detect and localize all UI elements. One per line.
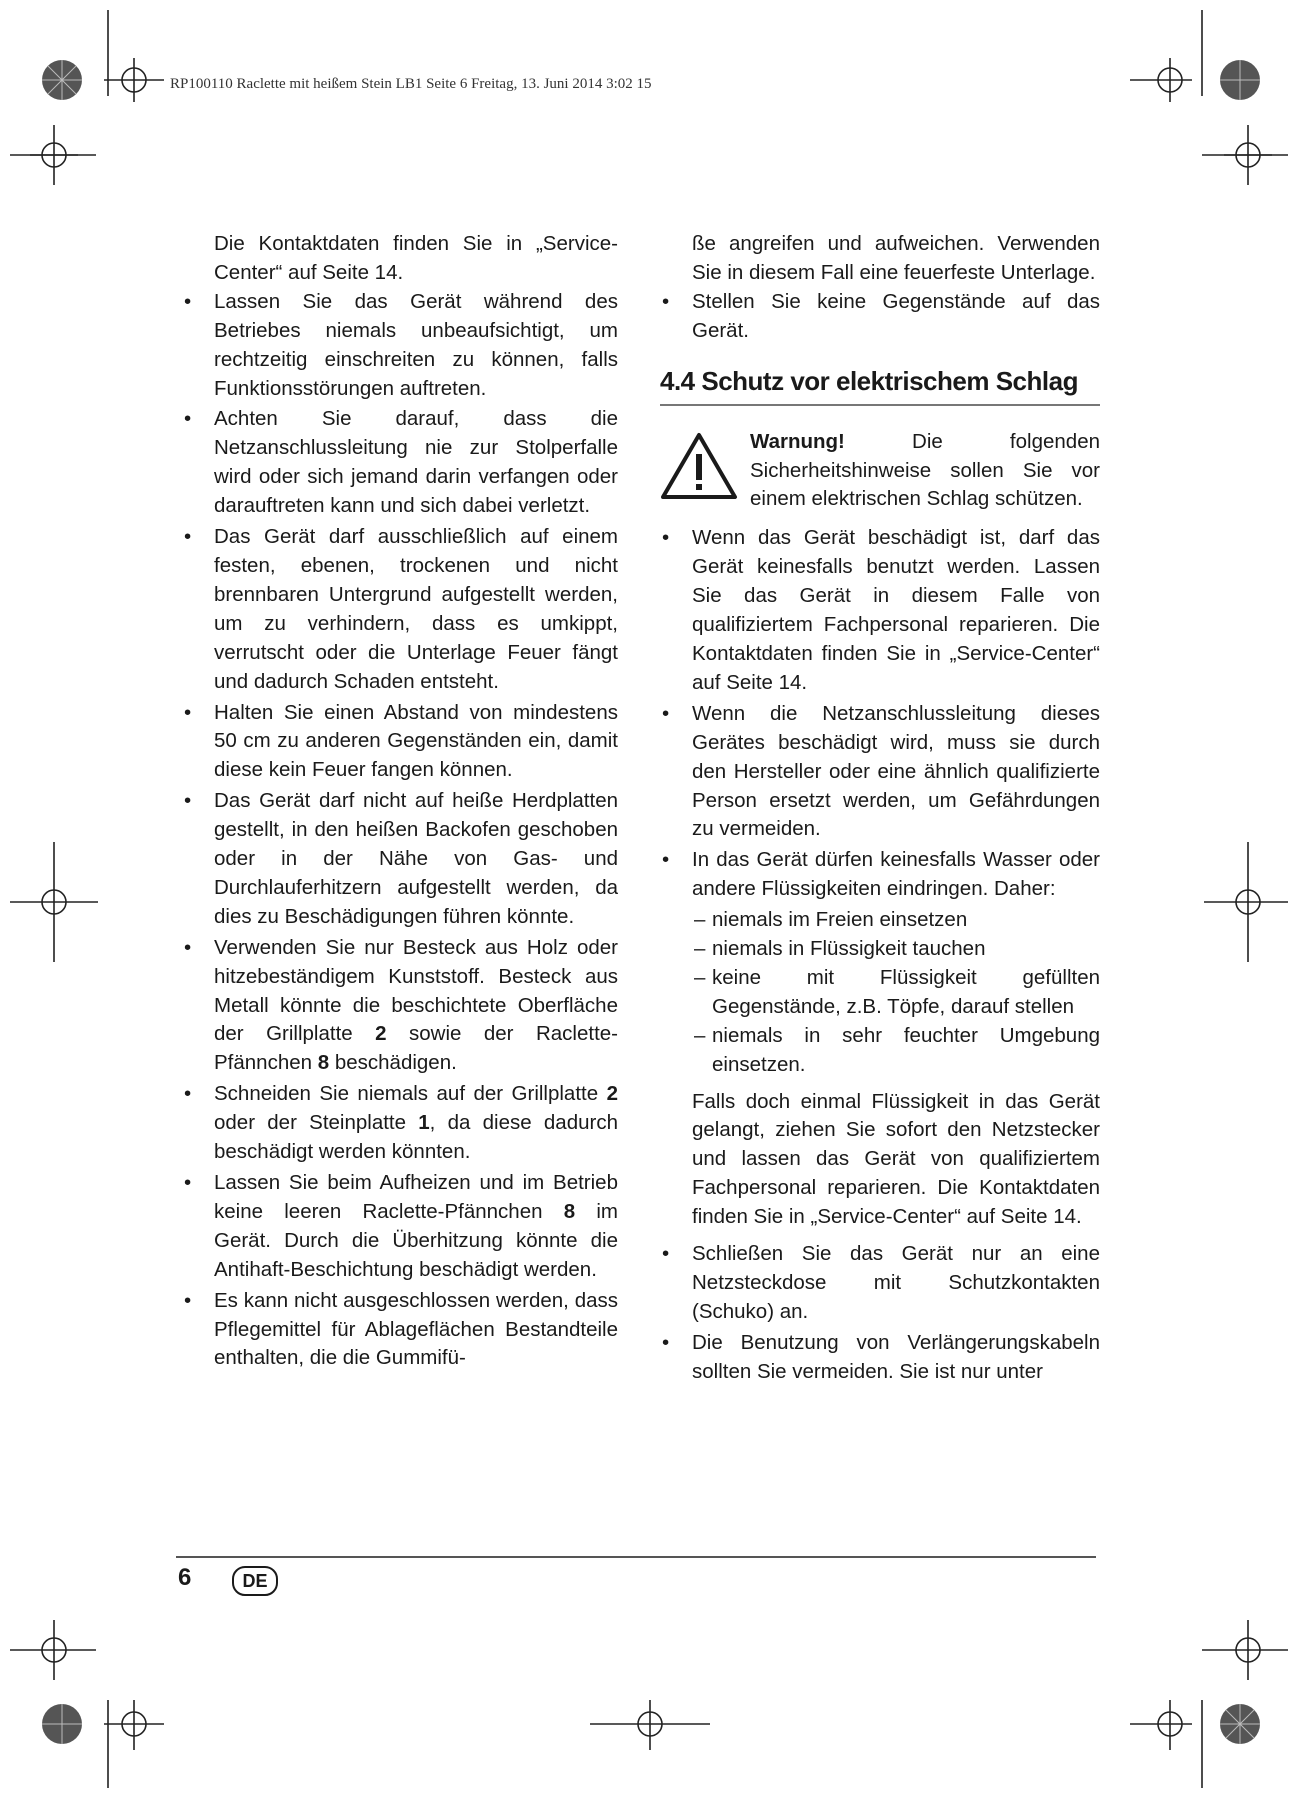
warning-label: Warnung! <box>750 429 845 453</box>
list-item: • Schneiden Sie niemals auf der Grillplatte 2 oder der Steinplatte 1, da diese dadurch beschädigt werden könnten. <box>182 1080 618 1167</box>
warning-block <box>660 428 1100 515</box>
list-item: • Wenn die Netzanschlussleitung dieses Gerätes beschädigt wird, muss sie durch den Hersteller oder eine ähnlich qualifizierte Person ersetzt werden, um Gefährdungen zu vermeiden. <box>660 700 1100 845</box>
left-column <box>182 230 618 1375</box>
list-item: • Achten Sie darauf, dass die Netzanschlussleitung nie zur Stolperfalle wird oder sich jemand darin verfangen oder darauftreten kann und sich dabei verletzt. <box>182 405 618 521</box>
language-badge: DE <box>232 1566 278 1596</box>
print-slug: RP100110 Raclette mit heißem Stein LB1 Seite 6 Freitag, 13. Juni 2014 3:02 15 <box>170 76 652 92</box>
dash-item: – keine mit Flüssigkeit gefüllten Gegenstände, z.B. Töpfe, darauf stellen <box>660 964 1100 1022</box>
part-number: 8 <box>317 1051 330 1075</box>
list-item: • Schließen Sie das Gerät nur an eine Netzsteckdose mit Schutzkontakten (Schuko) an. <box>660 1240 1100 1327</box>
continued-text: ße angreifen und aufweichen. Verwenden Sie in diesem Fall eine feuerfeste Unterlage. <box>692 232 1100 284</box>
list-item: • Das Gerät darf nicht auf heiße Herdplatten gestellt, in den heißen Backofen geschoben oder in der Nähe von Gas- und Durchlauferhitzern aufgestellt werden, da dies zu Beschädigungen führen könnte. <box>182 787 618 932</box>
dash-item: – niemals im Freien einsetzen <box>660 906 1100 935</box>
list-item: • In das Gerät dürfen keinesfalls Wasser oder andere Flüssigkeiten eindringen. Daher: <box>660 846 1100 904</box>
list-item: • Lassen Sie das Gerät während des Betriebes niemals unbeaufsichtigt, um rechtzeitig einschreiten zu können, falls Funktionsstörungen auftreten. <box>182 288 618 404</box>
list-item: • Verwenden Sie nur Besteck aus Holz oder hitzebeständigem Kunststoff. Besteck aus Metall könnte die beschichtete Oberfläche der Grillplatte 2 sowie der Raclette-Pfännchen 8 beschädigen. <box>182 934 618 1079</box>
list-item: • Es kann nicht ausgeschlossen werden, dass Pflegemittel für Ablageflächen Bestandteile enthalten, die die Gummifü- <box>182 1287 618 1374</box>
list-item: • Lassen Sie beim Aufheizen und im Betrieb keine leeren Raclette-Pfännchen 8 im Gerät. Durch die Überhitzung könnte die Antihaft-Beschichtung beschädigt werden. <box>182 1169 618 1285</box>
dash-item: – niemals in Flüssigkeit tauchen <box>660 935 1100 964</box>
dash-item: – niemals in sehr feuchter Umgebung einsetzen. <box>660 1022 1100 1080</box>
follow-up-text: Falls doch einmal Flüssigkeit in das Gerät gelangt, ziehen Sie sofort den Netzstecker und lassen das Gerät von qualifiziertem Fachpersonal reparieren. Die Kontaktdaten finden Sie in „Service-Center“ auf Seite 14. <box>692 1089 1100 1229</box>
right-column <box>660 230 1100 1389</box>
list-item: • Die Benutzung von Verlängerungskabeln sollten Sie vermeiden. Sie ist nur unter <box>660 1329 1100 1387</box>
warning-text: Die folgenden Sicherheitshinweise sollen Sie vor einem elektrischen Schlag schützen. <box>750 429 1100 511</box>
list-item: • Das Gerät darf ausschließlich auf einem festen, ebenen, trockenen und nicht brennbaren Untergrund aufgestellt werden, um zu verhindern, dass es umkippt, verrutscht oder die Unterlage Feuer fängt und dadurch Schaden entsteht. <box>182 523 618 696</box>
intro-text: Die Kontaktdaten finden Sie in „Service-Center“ auf Seite 14. <box>214 232 618 284</box>
list-item: • Stellen Sie keine Gegenstände auf das Gerät. <box>660 288 1100 346</box>
part-number: 1 <box>418 1111 430 1135</box>
warning-triangle-icon <box>660 432 738 500</box>
part-number: 2 <box>606 1082 618 1106</box>
part-number: 8 <box>563 1199 576 1223</box>
section-heading: 4.4 Schutz vor elektrischem Schlag <box>660 364 1100 406</box>
footer-rule <box>176 1556 1096 1558</box>
list-item: • Halten Sie einen Abstand von mindestens 50 cm zu anderen Gegenständen ein, damit diese kein Feuer fangen können. <box>182 699 618 786</box>
page-number: 6 <box>178 1564 192 1591</box>
part-number: 2 <box>375 1022 387 1046</box>
list-item: • Wenn das Gerät beschädigt ist, darf das Gerät keinesfalls benutzt werden. Lassen Sie das Gerät in diesem Falle von qualifiziertem Fachpersonal reparieren. Die Kontaktdaten finden Sie in „Service-Center“ auf Seite 14. <box>660 524 1100 697</box>
